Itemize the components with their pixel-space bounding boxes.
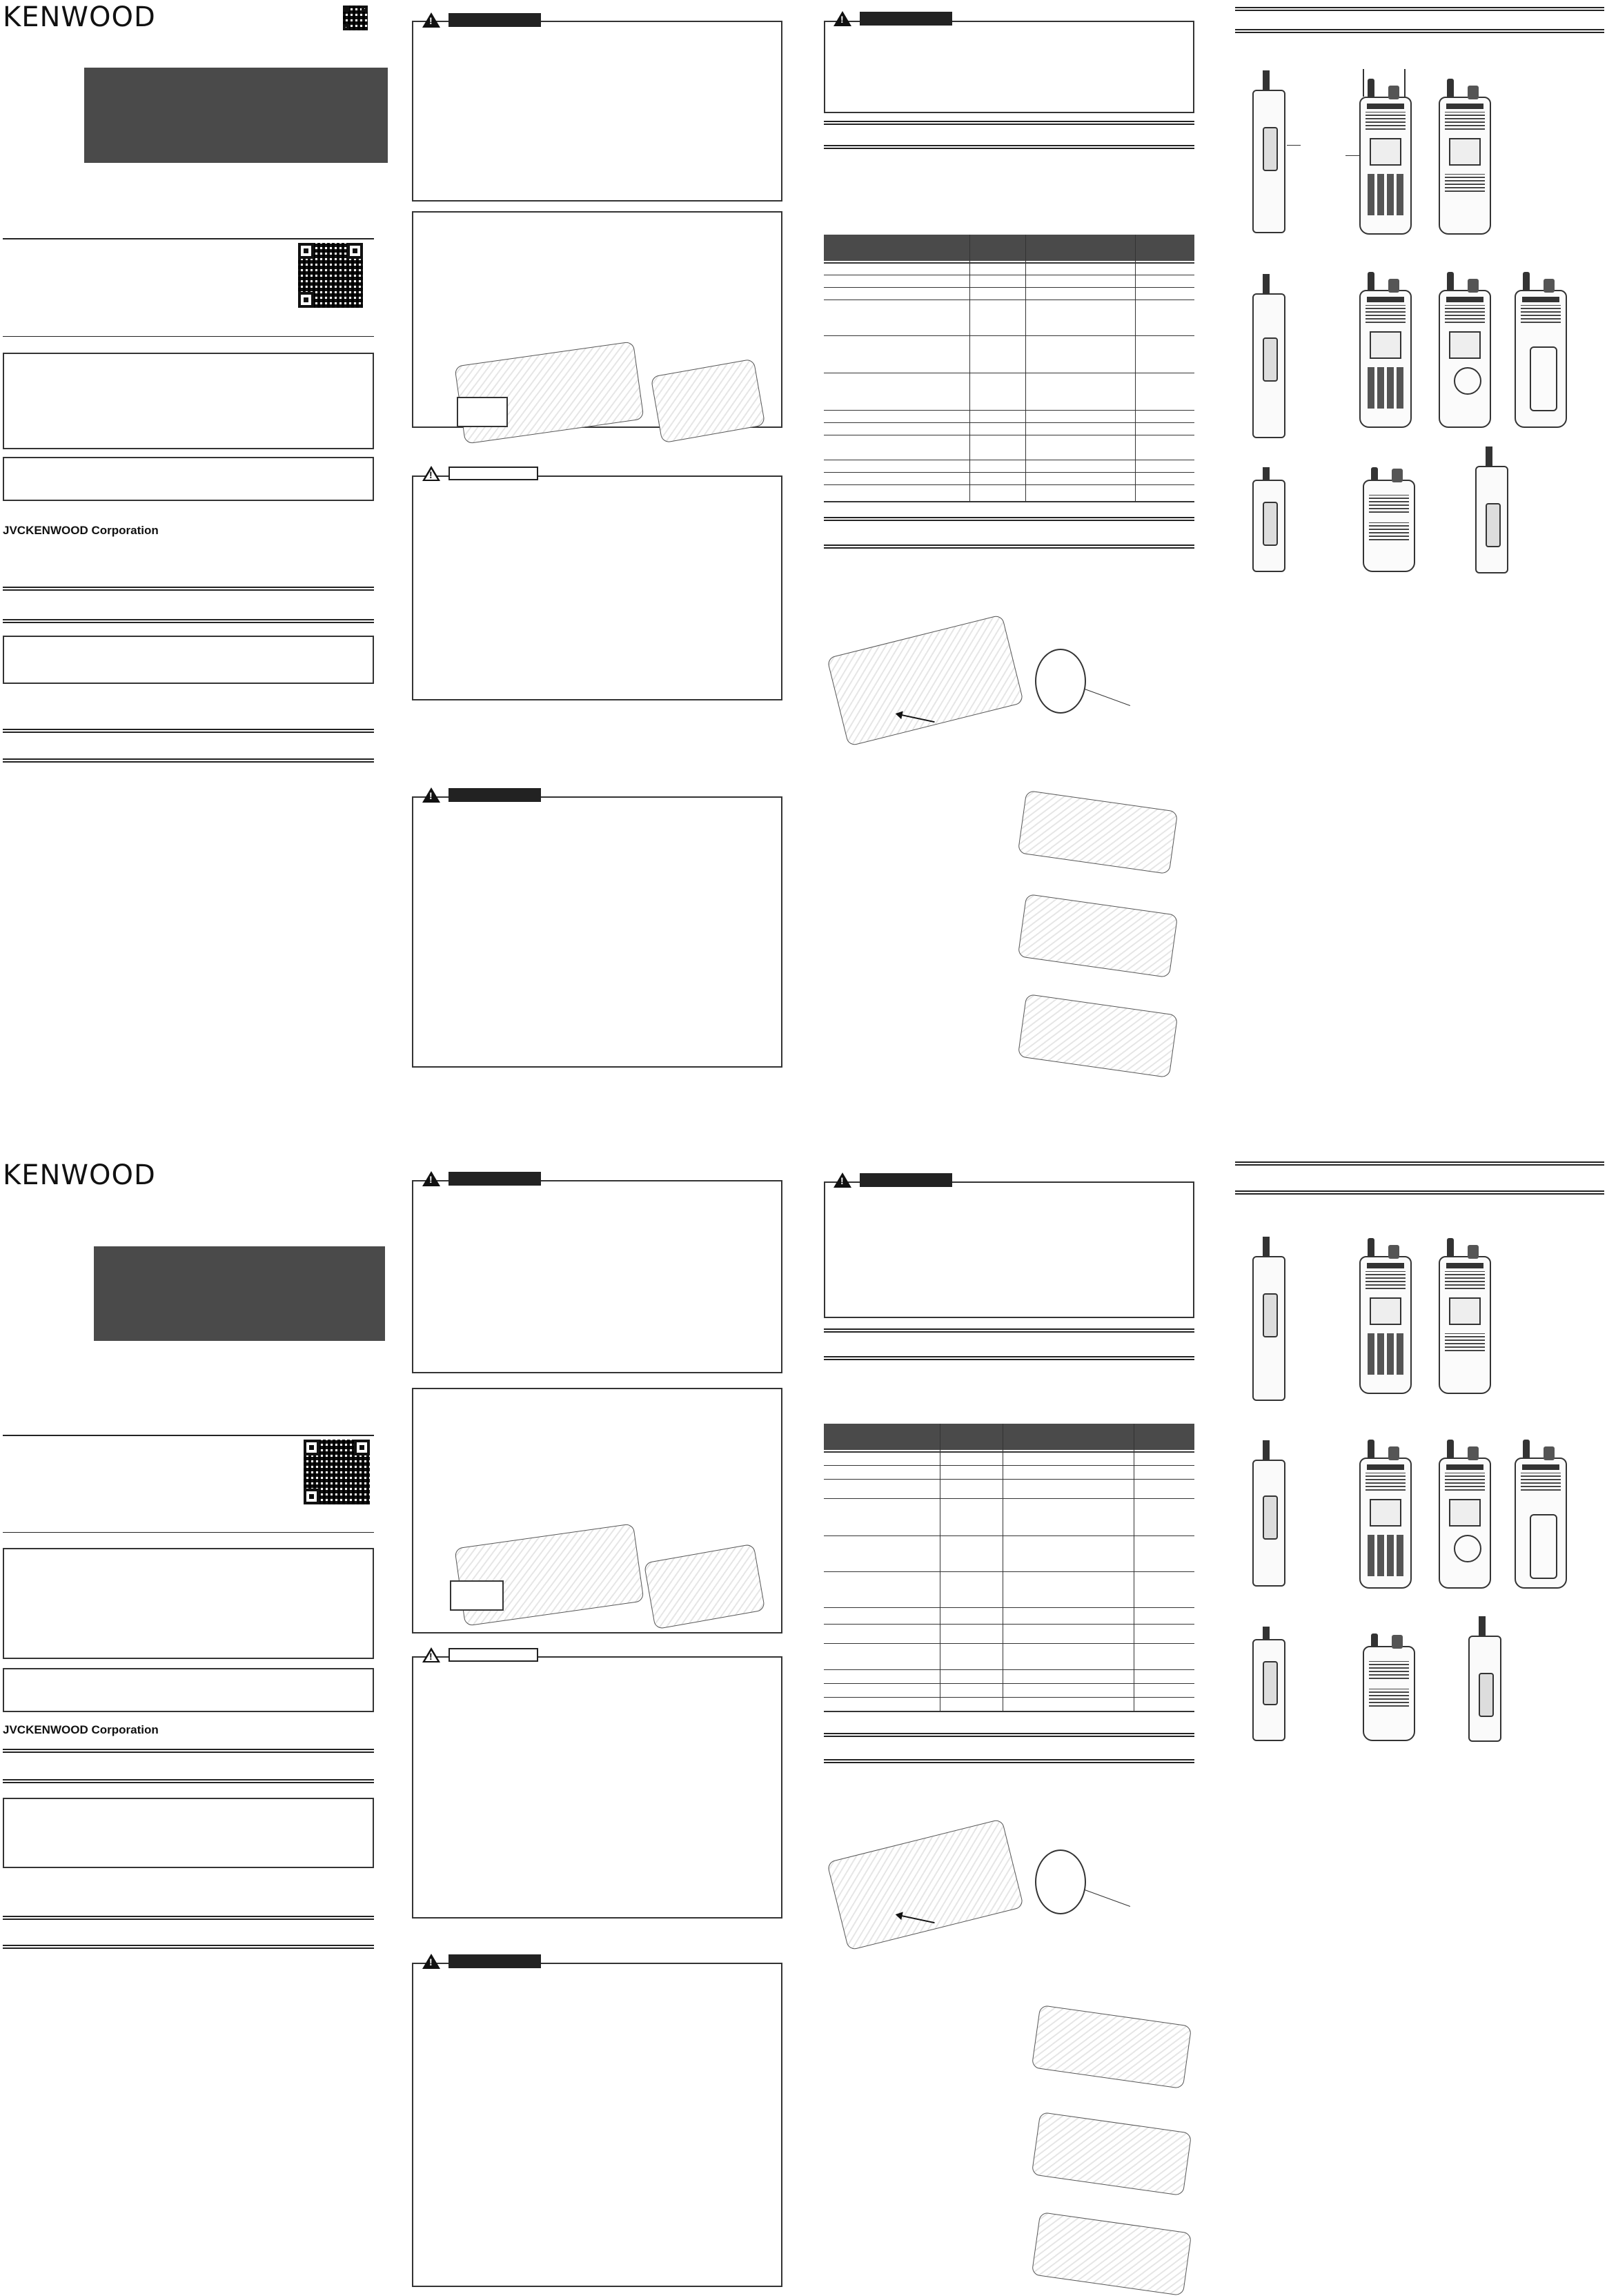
radio-front-compact	[1363, 1646, 1415, 1741]
warning-triangle-icon	[834, 1172, 851, 1188]
clip-step-1-illustration	[1032, 2005, 1192, 2089]
radio-side-view	[1252, 90, 1285, 233]
section-rule	[1235, 7, 1604, 11]
belt-clip-illustration	[827, 614, 1024, 746]
qr-code-icon	[343, 6, 368, 30]
warning-label	[422, 1954, 541, 1968]
radio-side-view	[1468, 1636, 1501, 1742]
notice-box	[3, 1798, 374, 1868]
section-rule	[824, 1759, 1194, 1763]
table-header	[824, 235, 1194, 261]
caution-triangle-icon	[422, 466, 440, 481]
section-rule	[1235, 1190, 1604, 1195]
section-rule	[824, 1356, 1194, 1360]
clip-step-1-illustration	[1018, 790, 1179, 874]
section-rule	[3, 758, 374, 763]
detail-circle	[1035, 1849, 1086, 1914]
caution-box	[412, 1656, 782, 1919]
kenwood-logo: KENWOOD	[3, 1, 156, 33]
warning-label	[422, 13, 541, 27]
section-rule	[3, 1779, 374, 1783]
clip-step-3-illustration	[1018, 994, 1179, 1078]
notice-box	[3, 1548, 374, 1659]
warning-triangle-icon	[422, 787, 440, 803]
section-rule	[3, 729, 374, 733]
belt-clip-illustration	[827, 1818, 1024, 1950]
section-rule	[1235, 29, 1604, 33]
radio-front-keypad	[1359, 1256, 1412, 1394]
radio-front-keypad	[1359, 1458, 1412, 1589]
spec-table	[824, 1424, 1194, 1712]
caution-triangle-icon	[422, 1647, 440, 1662]
section-rule	[824, 544, 1194, 549]
notice-box	[3, 1668, 374, 1712]
warning-label	[422, 1172, 541, 1186]
section-rule	[3, 1749, 374, 1753]
radio-side-view	[1252, 293, 1285, 438]
radio-side-view	[1252, 480, 1285, 572]
section-rule	[824, 1328, 1194, 1333]
radio-front-display	[1439, 97, 1491, 235]
warning-triangle-icon	[422, 1954, 440, 1969]
radio-side-view	[1252, 1256, 1285, 1401]
caution-label	[422, 467, 538, 480]
radio-side-view	[1252, 1639, 1285, 1741]
warning-label	[834, 12, 952, 26]
notice-box	[3, 457, 374, 501]
radio-front-compact	[1363, 480, 1415, 572]
battery-detail-inset	[450, 1580, 504, 1611]
section-rule	[3, 619, 374, 623]
kenwood-logo: KENWOOD	[3, 1159, 156, 1191]
clip-step-2-illustration	[1032, 2112, 1192, 2196]
warning-box	[412, 796, 782, 1068]
warning-label	[834, 1173, 952, 1187]
section-rule	[3, 1945, 374, 1949]
warning-triangle-icon	[834, 11, 851, 26]
radio-front-navpad	[1439, 1458, 1491, 1589]
warning-box	[412, 21, 782, 202]
section-rule	[1235, 1161, 1604, 1166]
spec-table	[824, 235, 1194, 502]
warning-triangle-icon	[422, 12, 440, 28]
warning-triangle-icon	[422, 1171, 440, 1186]
clip-step-2-illustration	[1018, 894, 1179, 978]
warning-label	[422, 788, 541, 802]
qr-code-icon	[304, 1440, 370, 1504]
radio-front-navpad	[1439, 290, 1491, 428]
warning-box	[412, 1963, 782, 2287]
cover-title-block	[94, 1246, 385, 1341]
radio-front-display	[1439, 1256, 1491, 1394]
warning-box	[824, 1181, 1194, 1318]
notice-box	[3, 636, 374, 684]
radio-side-view	[1252, 1460, 1285, 1587]
corporation-name: JVCKENWOOD Corporation	[3, 1723, 159, 1736]
detail-circle	[1035, 649, 1086, 714]
radio-front-keypad	[1359, 290, 1412, 428]
section-rule	[3, 1916, 374, 1920]
warning-box	[824, 21, 1194, 113]
section-rule	[824, 121, 1194, 125]
radio-front-keypad	[1359, 97, 1412, 235]
corporation-name: JVCKENWOOD Corporation	[3, 524, 159, 537]
caution-label	[422, 1648, 538, 1662]
radio-front-basic	[1515, 1458, 1567, 1589]
caution-box	[412, 475, 782, 700]
qr-code-icon	[298, 243, 363, 308]
radio-side-view	[1475, 466, 1508, 573]
section-rule	[3, 587, 374, 591]
cover-title-block	[84, 68, 388, 163]
battery-detail-inset	[457, 397, 508, 427]
section-rule	[824, 517, 1194, 521]
table-header	[824, 1424, 1194, 1450]
warning-box	[412, 1180, 782, 1373]
notice-box	[3, 353, 374, 449]
section-rule	[824, 1733, 1194, 1737]
radio-front-basic	[1515, 290, 1567, 428]
clip-step-3-illustration	[1032, 2212, 1192, 2296]
section-rule	[824, 145, 1194, 149]
